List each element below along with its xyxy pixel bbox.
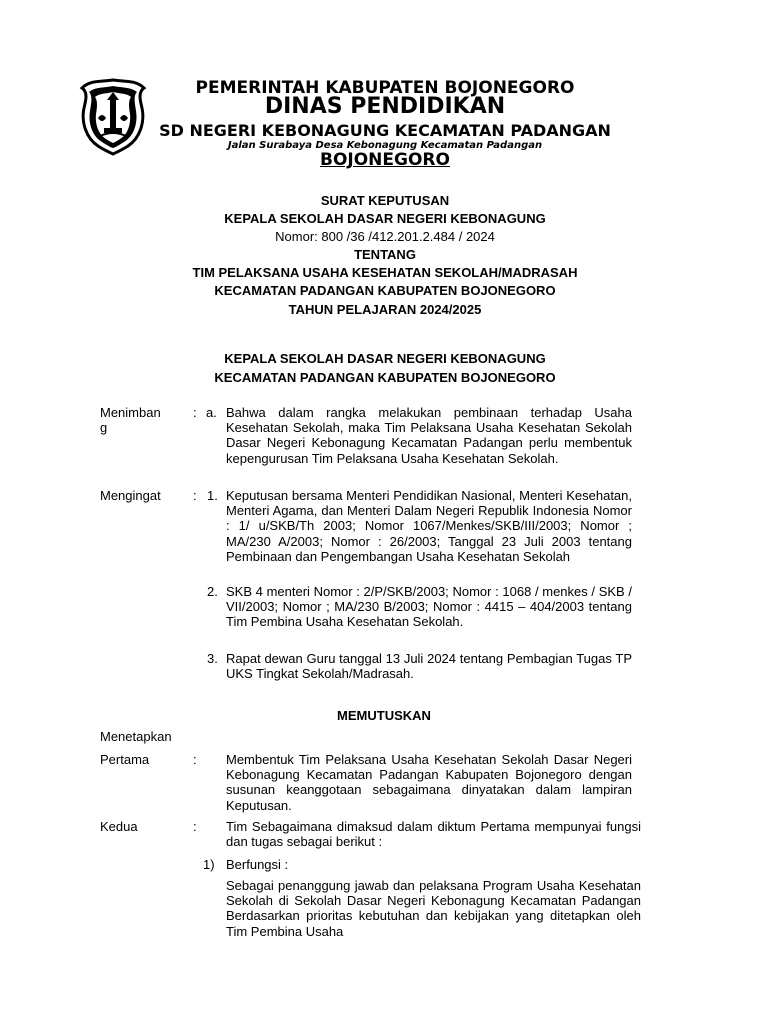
kedua-label: Kedua (100, 819, 138, 834)
menimbang-text: Bahwa dalam rangka melakukan pembinaan terhadap Usaha Kesehatan Sekolah, maka Tim Pelaksana Usaha Kesehatan Sekolah Dasar Negeri Kebonagung Kecamatan Padangan perlu membentuk kepengurusan Tim Pelaksana Usaha Kesehatan Sekolah. (226, 405, 632, 466)
letterhead-city: BOJONEGORO (320, 150, 450, 170)
mengingat-item-2-marker: 2. (207, 584, 218, 599)
menimbang-marker: a. (206, 405, 217, 420)
mengingat-item-3-text: Rapat dewan Guru tanggal 13 Juli 2024 tentang Pembagian Tugas TP UKS Tingkat Sekolah/Madrasah. (226, 651, 632, 682)
doc-type-heading: SURAT KEPUTUSAN (320, 193, 450, 208)
kedua-sub-heading: Berfungsi : (226, 857, 289, 872)
kedua-sub-text: Sebagai penanggung jawab dan pelaksana Program Usaha Kesehatan Sekolah di Sekolah Dasar Negeri Kebonagung Kecamatan Padangan Berdasarkan prioritas kebutuhan dan kebijakan yang ditetapkan oleh Tim Pembina Usaha (226, 878, 641, 939)
issuer-heading: KEPALA SEKOLAH DASAR NEGERI KEBONAGUNG (224, 211, 546, 226)
subject-line-1: TIM PELAKSANA USAHA KESEHATAN SEKOLAH/MADRASAH (192, 265, 578, 280)
about-heading: TENTANG (354, 247, 416, 262)
mengingat-item-3-marker: 3. (207, 651, 218, 666)
menimbang-colon: : (193, 405, 197, 420)
decision-heading: MEMUTUSKAN (337, 708, 431, 723)
mengingat-item-2-text: SKB 4 menteri Nomor : 2/P/SKB/2003; Nomor : 1068 / menkes / SKB / VII/2003; Nomor ; MA/230 B/2003; Nomor : 4415 – 404/2003 tentang Tim Pembina Usaha Kesehatan Sekolah. (226, 584, 632, 630)
kedua-sub-marker: 1) (203, 857, 215, 872)
pertama-text: Membentuk Tim Pelaksana Usaha Kesehatan Sekolah Dasar Negeri Kebonagung Kecamatan Padangan Kabupaten Bojonegoro dengan susunan keanggotaan sebagaimana dinyatakan dalam lampiran Keputusan. (226, 752, 632, 813)
mengingat-label: Mengingat (100, 488, 161, 503)
kedua-text: Tim Sebagaimana dimaksud dalam diktum Pertama mempunyai fungsi dan tugas sebagai berikut : (226, 819, 641, 850)
authority-line-2: KECAMATAN PADANGAN KABUPATEN BOJONEGORO (214, 370, 556, 385)
authority-line-1: KEPALA SEKOLAH DASAR NEGERI KEBONAGUNG (224, 351, 546, 366)
mengingat-item-1-marker: 1. (207, 488, 218, 503)
letterhead-government: PEMERINTAH KABUPATEN BOJONEGORO (195, 78, 575, 98)
letterhead-address: Jalan Surabaya Desa Kebonagung Kecamatan Padangan (227, 140, 543, 151)
subject-line-2: KECAMATAN PADANGAN KABUPATEN BOJONEGORO (214, 283, 556, 298)
mengingat-item-1-text: Keputusan bersama Menteri Pendidikan Nasional, Menteri Kesehatan, Menteri Agama, dan Menteri Dalam Negeri Republik Indonesia Nomor : 1/ u/SKB/Th 2003; Nomor 1067/Menkes/SKB/III/2003; Nomor ; MA/230 A/2003; Nomor : 26/2003; Tanggal 23 Juli 2003 tentang Pembinaan dan Pengembangan Usaha Kesehatan Sekolah (226, 488, 632, 564)
letterhead-school: SD NEGERI KEBONAGUNG KECAMATAN PADANGAN (159, 121, 611, 140)
kedua-colon: : (193, 819, 197, 834)
letterhead-department: DINAS PENDIDIKAN (264, 94, 506, 119)
mengingat-colon: : (193, 488, 197, 503)
menetapkan-label: Menetapkan (100, 729, 172, 744)
pertama-colon: : (193, 752, 197, 767)
school-year: TAHUN PELAJARAN 2024/2025 (288, 302, 482, 317)
pertama-label: Pertama (100, 752, 150, 767)
decree-number: Nomor: 800 /36 /412.201.2.484 / 2024 (275, 229, 495, 244)
menimbang-label: Menimban g (100, 405, 161, 436)
